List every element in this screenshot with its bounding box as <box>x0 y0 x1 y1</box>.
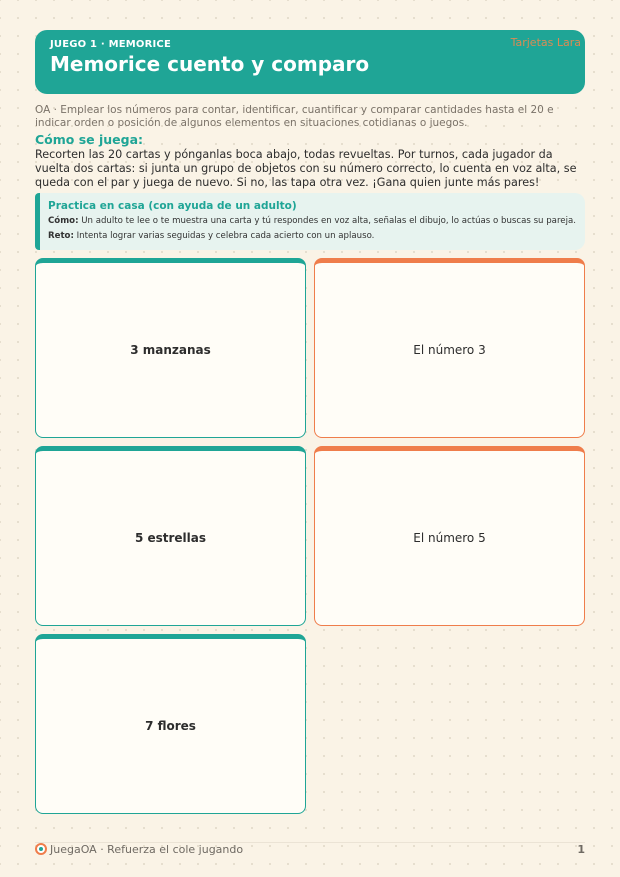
card-label: El número 3 <box>413 343 486 357</box>
oa-objective: OA · Emplear los números para contar, identificar, cuantificar y comparar cantidades hasta el 20 e indicar orden o posición de algunos elementos en situaciones cotidianas o juegos. <box>35 104 554 129</box>
how-to-play-text: Recorten las 20 cartas y pónganlas boca abajo, todas revueltas. Por turnos, cada jugador da vuelta dos cartas: si junta un grupo de objetos con su número correcto, lo cuenta en voz alta, se queda con el par y juega de nuevo. Si no, las tapa otra vez. ¡Gana quien junte más pares! <box>35 148 577 189</box>
card-3-manzanas[interactable] <box>35 258 306 438</box>
practice-box <box>35 193 585 250</box>
brand-logo-icon <box>35 843 47 855</box>
game-kicker: JUEGO 1 · MEMORICE <box>50 39 172 50</box>
practice-como <box>48 216 576 226</box>
card-numero-5[interactable] <box>314 446 585 626</box>
footer-brand: JuegaOA · Refuerza el cole jugando <box>50 843 244 856</box>
card-label: 3 manzanas <box>130 343 211 357</box>
practice-reto <box>48 231 374 241</box>
page-number: 1 <box>577 843 585 856</box>
card-label: 7 flores <box>145 719 196 733</box>
page-title: Memorice cuento y comparo <box>50 52 370 76</box>
practice-como-label: Cómo: <box>48 216 79 226</box>
header-tag: Tarjetas Lara <box>510 36 581 49</box>
how-to-play-title: Cómo se juega: <box>35 132 144 147</box>
card-label: El número 5 <box>413 531 486 545</box>
card-numero-3[interactable] <box>314 258 585 438</box>
practice-reto-text: Intenta lograr varias seguidas y celebra cada acierto con un aplauso. <box>73 231 375 241</box>
card-label: 5 estrellas <box>134 531 207 545</box>
card-5-estrellas[interactable] <box>35 446 306 626</box>
practice-reto-label: Reto: <box>48 231 74 241</box>
header-banner <box>35 30 585 94</box>
practice-title: Practica en casa (con ayuda de un adulto) <box>48 200 297 212</box>
practice-como-text: Un adulto te lee o te muestra una carta y tú respondes en voz alta, señalas el dibujo, lo actúas o buscas su pareja. <box>78 216 576 226</box>
card-7-flores[interactable] <box>35 634 306 814</box>
